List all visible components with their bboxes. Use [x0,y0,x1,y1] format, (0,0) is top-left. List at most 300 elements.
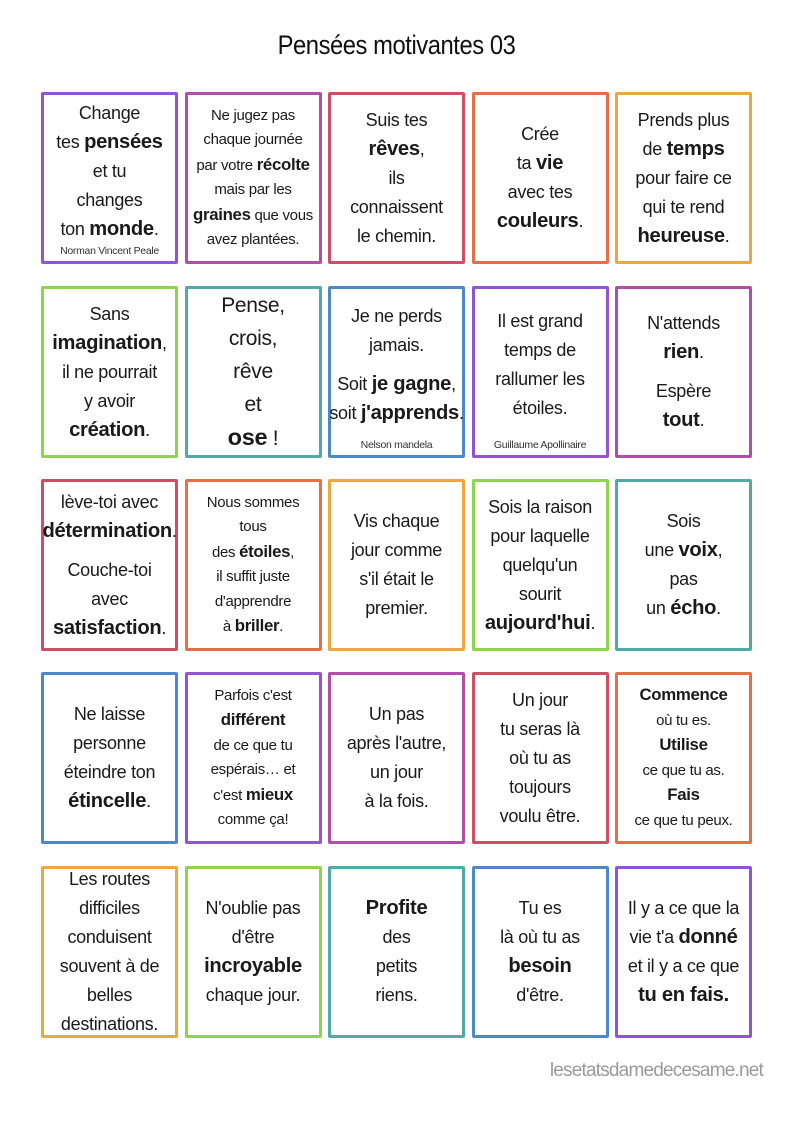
quote-line [77,186,143,215]
quote-line [233,355,273,388]
quote-line-text: Change [78,102,141,123]
quote-card [615,479,752,651]
quote-line [643,193,725,222]
quote-line-text: rêve [233,360,273,383]
quote-line-text: il ne pourrait [62,361,157,382]
quote-text [628,894,739,1010]
quote-line-text: Soit [337,374,372,394]
quote-line-text: c'est [213,786,246,804]
quote-text [366,894,428,1010]
quote-emphasis: étincelle [68,790,147,812]
quote-line-text: jour comme [350,540,443,560]
quote-line-text: étoiles. [512,398,568,418]
quote-emphasis: imagination [52,331,163,354]
quote-card [328,479,465,651]
quote-emphasis: mieux [245,784,293,804]
quote-text [204,894,302,1010]
quote-line-text: comme ça! [217,811,289,828]
quote-card [185,672,322,844]
quote-line-text: pour faire ce [635,167,732,188]
quote-line-suffix: , [290,543,295,561]
quote-emphasis: tout [662,409,700,431]
quote-card [472,479,609,651]
quote-card [615,866,752,1038]
quote-line [351,536,442,565]
quote-line [351,302,442,331]
quote-card [615,92,752,264]
quote-line-text: Pense, [221,294,285,317]
quote-line-text: le chemin. [356,225,437,246]
quote-line [639,683,727,709]
quote-line-text: ce que tu peux. [634,811,733,829]
quote-line-text: Un pas [368,704,425,724]
quote-line-text: ton [60,218,90,239]
quote-text [497,120,583,236]
quote-line [87,981,132,1010]
quote-line [193,203,313,229]
quote-text [56,99,162,244]
quote-emphasis: différent [220,710,286,729]
quote-line-text: avez plantées. [206,231,300,248]
quote-line-suffix: , [451,374,456,394]
quote-line [495,365,584,394]
quote-line-suffix: , [419,138,425,159]
quote-emphasis: aujourd'hui [484,611,591,634]
quote-line-suffix: . [699,342,704,362]
quote-emphasis: incroyable [204,955,302,977]
quote-line-text: il suffit juste [216,568,290,585]
quote-emphasis: heureuse [637,224,725,247]
quote-line-text: toujours [509,776,571,797]
quote-line-text: Parfois c'est [214,686,292,704]
quote-line-text: Je ne perds [351,306,442,326]
quote-emphasis: tu en fais. [638,984,729,1006]
quote-line [232,923,275,952]
quote-line-text: jamais. [369,335,424,355]
quote-line-text: Prends plus [637,109,730,130]
quote-card [185,92,322,264]
quote-line-text: Ne jugez pas [211,106,295,124]
quote-line-text: avec tes [507,182,573,202]
quote-text [64,700,155,816]
quote-line [211,104,295,129]
quote-text [329,302,463,428]
quote-line [388,164,404,193]
quote-line [497,307,582,336]
quote-line [73,729,146,758]
quote-line-text: ils [388,167,405,188]
quote-line-text: tu seras là [500,718,580,739]
quote-emphasis: Commence [639,685,728,704]
quote-line-text: et tu [92,160,127,181]
quote-card [472,866,609,1038]
quote-line [93,157,127,186]
quote-emphasis: voix [678,539,718,561]
quote-line [245,388,262,421]
quote-line-text: éteindre ton [63,762,156,782]
quote-line [196,153,309,179]
quote-line [667,507,701,536]
quote-emphasis: Fais [667,785,700,804]
quote-line-text: Les routes [68,869,151,889]
quote-line-text: sourit [518,583,562,604]
quote-line-text: Vis chaque [353,511,440,531]
quote-emphasis: création [69,418,146,441]
quote-text [635,106,731,251]
quote-line [359,565,434,594]
quote-text [647,309,720,435]
quote-line-text: ce que tu as. [642,761,725,779]
quote-emphasis: rêves [368,137,420,160]
quote-text [500,686,581,831]
quote-line [357,222,436,251]
quote-line-suffix: . [458,403,464,423]
quote-author: Guillaume Apollinaire [493,439,587,451]
quote-line-text: temps de [504,340,576,360]
quote-line-suffix: . [590,612,596,633]
quote-line-text: Il y a ce que la [627,898,740,918]
quote-line [508,178,573,207]
quote-text [347,700,446,816]
quote-text [634,683,732,833]
quote-line [503,551,578,580]
quote-emphasis: vie [535,152,564,174]
quote-line [214,684,291,709]
quote-line [516,981,563,1010]
quote-author: Nelson mandela [360,439,433,451]
quote-line-text: N'oublie pas [205,898,301,918]
quote-line [382,923,410,952]
quote-line [221,708,285,734]
quote-line-text: soit [329,403,361,423]
quote-emphasis: graines [193,204,251,224]
quote-card [185,286,322,458]
quote-line [60,215,158,244]
quote-line [228,421,279,455]
quote-line-suffix: , [162,332,167,353]
quote-emphasis: besoin [508,955,572,977]
quote-line [663,338,703,367]
quote-line [519,894,562,923]
quote-line-text: tous [239,518,267,535]
quote-line-text: quelqu'un [502,554,578,575]
quote-line-text: personne [73,733,146,753]
quote-line [229,322,277,355]
quote-line-suffix: . [716,598,721,618]
quote-line-suffix: que vous [250,206,313,224]
quote-line-text: connaissent [350,196,443,217]
quote-line-text: vie t'a [629,927,679,947]
quote-text [500,894,580,1010]
quote-line [375,981,417,1010]
quote-line [512,686,568,715]
quote-line-text: une [644,540,679,560]
quote-line [628,894,739,923]
quote-card [41,672,178,844]
quote-emphasis: pensées [84,130,163,153]
quote-line-text: un [646,598,671,618]
quote-line [214,178,291,203]
quote-line [69,416,150,445]
quote-line-text: voulu être. [499,805,581,826]
quote-card [185,479,322,651]
quote-line [207,491,300,516]
page-title: Pensées motivantes 03 [277,30,516,60]
quote-line-text: destinations. [60,1014,159,1034]
quote-line [635,164,731,193]
quote-line [61,488,158,517]
quote-line [500,923,580,952]
quote-line-text: tes [56,131,85,152]
quote-line-text: changes [76,189,143,210]
quote-line [74,700,145,729]
quote-line [500,715,580,744]
quote-card [472,672,609,844]
quote-card [328,92,465,264]
quote-line-suffix: . [145,419,150,440]
quote-line-text: et il y a ce que [627,956,740,976]
quote-emphasis: ose [227,424,268,450]
quote-card [328,866,465,1038]
quote-line [643,135,725,164]
quote-emphasis: temps [666,137,725,160]
quote-card [185,866,322,1038]
quote-line-text: Sois la raison [488,496,592,517]
quote-line-text: petits [375,956,418,976]
quote-line [64,758,155,787]
quote-emphasis: briller [234,616,280,635]
quote-line [638,222,730,251]
quote-line [647,309,720,338]
quote-line [68,787,151,816]
quote-line-suffix: . [171,520,177,541]
quote-line [329,399,463,428]
quote-line-text: par votre [196,156,257,174]
quote-line [663,406,705,435]
quote-line [60,952,159,981]
quote-emphasis: Profite [365,897,428,919]
quote-line [485,609,595,638]
quote-line-text: Nous sommes [206,493,300,511]
quote-line-text: espérais… et [210,761,296,778]
quote-emphasis: monde [89,217,154,240]
quote-line [634,809,732,834]
quote-line [42,517,176,546]
quote-card [41,479,178,651]
quote-line [62,358,157,387]
quote-text [221,289,285,455]
quote-line-text: où tu es. [656,711,711,729]
quote-line [656,709,711,734]
quote-line-text: à la fois. [364,791,429,811]
quote-line-suffix: . [724,225,730,246]
quote-line-text: avec [91,588,128,609]
quote-line [337,370,456,399]
quote-line [214,734,293,759]
quote-emphasis: rien [663,341,700,363]
quote-line [509,773,571,802]
quote-line [504,336,576,365]
quote-line-suffix: . [153,218,159,239]
quote-line [84,387,135,416]
quote-line-text: lève-toi avec [60,491,159,512]
quote-line-text: après l'autre, [346,733,447,753]
quote-line [213,783,293,809]
quote-line [223,614,283,640]
quote-line-text: pas [669,569,698,589]
quote-card [472,92,609,264]
quote-line [369,135,425,164]
quote-card [328,672,465,844]
quote-line [67,556,151,585]
quote-emphasis: couleurs [496,210,579,232]
quote-text [207,491,300,640]
quote-emphasis: Utilise [659,735,708,754]
quote-line-text: mais par les [214,181,292,198]
quote-line [206,981,300,1010]
quote-line [376,952,417,981]
quote-line-text: conduisent [67,927,152,947]
quote-line [521,120,559,149]
quote-line [204,952,302,981]
quote-line [350,193,443,222]
quote-line-suffix: . [146,791,151,811]
quote-line-suffix: . [279,618,284,635]
quote-line [239,515,266,540]
quote-emphasis: détermination [42,519,172,542]
quote-line [669,565,697,594]
quote-card [41,866,178,1038]
quote-line [509,744,571,773]
quote-line [488,493,592,522]
quote-line-suffix: ! [267,427,279,450]
quote-line-text: de ce que tu [213,736,293,754]
quote-line [638,106,730,135]
quote-emphasis: étoiles [239,541,291,561]
quote-line-text: d'apprendre [214,592,292,610]
quote-line-text: Un jour [512,689,568,710]
quote-line-text: qui te rend [642,196,725,217]
quote-line-text: Tu es [518,898,562,918]
quote-line-text: un jour [370,762,423,782]
quote-line-text: souvent à de [59,956,160,976]
quote-line [513,394,568,423]
quote-text [350,106,443,251]
quote-line-text: N'attends [647,313,720,333]
quote-line-text: premier. [365,598,428,618]
quote-text [52,300,167,445]
quote-line-text: là où tu as [500,927,580,947]
quote-line [369,700,424,729]
quote-line [638,981,729,1010]
quote-line [91,585,128,614]
quote-text [42,488,176,643]
quote-line-text: où tu as [509,747,571,768]
quote-line-text: rallumer les [495,369,585,389]
quote-line [61,1010,158,1039]
quote-line [519,580,561,609]
quote-line [517,149,563,178]
quote-line-text: y avoir [84,390,135,411]
quote-card-grid [41,92,753,1038]
quote-line [354,507,440,536]
quote-line-text: Couche-toi [67,559,152,580]
quote-line-text: Espère [655,381,712,401]
quote-line [221,289,285,322]
quote-line-text: pour laquelle [490,525,590,546]
quote-card [328,286,465,458]
quote-line [667,783,699,809]
quote-line-text: chaque jour. [205,985,301,1005]
quote-line-text: Crée [521,124,559,144]
quote-line [53,614,166,643]
quote-line-text: d'être [231,927,275,947]
quote-line [500,802,581,831]
quote-line-text: d'être. [516,985,564,1005]
quote-line [216,565,290,590]
quote-line [215,590,291,615]
quote-card [41,286,178,458]
quote-text [60,865,159,1039]
quote-line-text: crois, [228,327,278,350]
quote-line [642,759,724,784]
quote-emphasis: écho [670,597,717,619]
website-credit: lesetatsdamedecesame.net [549,1060,763,1081]
quote-line [629,923,737,952]
quote-line-suffix: . [161,617,167,638]
quote-line [90,300,130,329]
quote-line-text: Il est grand [497,311,583,331]
quote-line [497,207,583,236]
quote-emphasis: satisfaction [52,616,162,639]
quote-text [351,507,442,623]
quote-line-text: belles [86,985,133,1005]
quote-line [69,865,150,894]
quote-line [79,99,140,128]
quote-line-text: s'il était le [359,569,434,589]
quote-line-text: riens. [375,985,418,1005]
quote-card [615,672,752,844]
quote-emphasis: j'apprends [360,402,459,424]
quote-line-suffix: . [699,410,705,430]
quote-line [212,540,294,566]
quote-text [485,493,595,638]
quote-line [490,522,589,551]
quote-card [41,92,178,264]
quote-line [211,758,296,783]
quote-line [659,733,707,759]
quote-line-text: ta [516,153,536,173]
quote-text [193,104,313,253]
quote-line [52,329,167,358]
quote-line [366,894,428,923]
quote-line [628,952,739,981]
quote-line [656,377,711,406]
quote-card [472,286,609,458]
quote-line [203,128,302,153]
quote-line [369,331,424,360]
quote-line-suffix: , [717,540,723,560]
quote-line-text: et [244,393,262,416]
quote-line-text: des [211,543,240,561]
quote-line-text: à [222,618,235,635]
quote-line [79,894,140,923]
quote-line [508,952,571,981]
quote-line-text: Ne laisse [73,704,146,724]
quote-line [365,594,428,623]
quote-text [645,507,723,623]
quote-line [347,729,446,758]
